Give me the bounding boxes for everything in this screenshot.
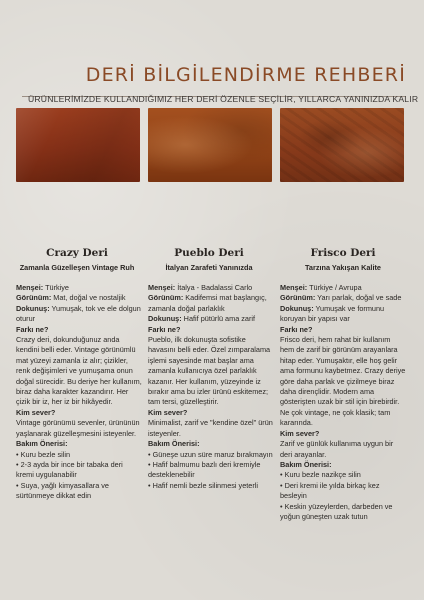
origin-label: Menşei:: [280, 283, 308, 292]
care-item: • Kuru bezle nazikçe silin: [280, 470, 361, 480]
care-item: • Kuru bezle silin: [16, 449, 71, 459]
who-label: Kim sever?: [148, 407, 188, 417]
pueblo-leather-swatch: [148, 108, 272, 182]
care-item: • Suya, yağlı kimyasallara ve sürtünmeye dikkat edin: [16, 480, 109, 501]
care-item: • Hafif nemli bezle silinmesi yeterli: [148, 480, 259, 490]
origin-label: Menşei:: [148, 283, 176, 292]
crazy-details: [16, 283, 142, 502]
difference-text: Pueblo, ilk dokunuşta sofistike havasını belli eder. Özel zımparalama işlemi sayesinde mat başlar ama zamanla kullanıcıya özel parlaklık kazanır. Her kullanım, yüzeyinde iz bırakır ama bu izler ürünü eskitemez; tam tersi, güzelleştirir.: [148, 335, 271, 407]
texture-label: Dokunuş:: [280, 303, 314, 313]
appearance-label: Görünüm:: [148, 293, 184, 303]
texture-label: Dokunuş:: [148, 314, 182, 324]
difference-label: Farkı ne?: [148, 324, 181, 334]
difference-label: Farkı ne?: [280, 324, 313, 334]
column-tagline: Zamanla Güzelleşen Vintage Ruh: [19, 263, 135, 272]
appearance-label: Görünüm:: [16, 293, 52, 303]
care-label: Bakım Önerisi:: [16, 439, 68, 449]
care-item: • Keskin yüzeylerden, darbeden ve yoğun güneşten uzak tutun: [280, 501, 393, 521]
frisco-leather-swatch: [280, 108, 404, 182]
care-item: • Güneşe uzun süre maruz bırakmayın: [148, 449, 273, 459]
appearance-label: Görünüm:: [280, 293, 316, 303]
difference-text: Crazy deri, dokunduğunuz anda kendini belli eder. Vintage görünümlü mat yüzeyi zamanla iz alır; çizikler, renk değişimleri ve yumuşama onun doğal sürecidir. Bu deriye her kullanım, biraz daha karakter kazandırır. Her çizik bir iz, her iz bir hikâyedir.: [16, 335, 142, 407]
texture-value: Yumuşak, tok ve ele dolgun oturur: [16, 303, 141, 324]
appearance-value: Yarı parlak, doğal ve sade: [315, 293, 402, 303]
frisco-details: [280, 283, 406, 522]
pueblo-details: [148, 283, 274, 491]
who-text: Zarif ve günlük kullanıma uygun bir deri arayanlar.: [280, 439, 394, 459]
crazy-leather-swatch: [16, 108, 140, 182]
care-item: • Hafif balmumu bazlı deri kremiyle desteklenebilir: [148, 459, 261, 480]
who-label: Kim sever?: [16, 407, 56, 417]
difference-label: Farkı ne?: [16, 324, 49, 334]
who-text: Vintage görünümü sevenler, ürününün yaşlanarak güzelleşmesini isteyenler.: [16, 418, 140, 438]
texture-label: Dokunuş:: [16, 303, 50, 313]
appearance-value: Kadifemsi mat başlangıç, zamanla doğal parlaklık: [148, 293, 267, 313]
appearance-value: Mat, doğal ve nostaljik: [51, 293, 126, 303]
who-label: Kim sever?: [280, 428, 320, 438]
care-label: Bakım Önerisi:: [148, 439, 200, 449]
origin-value: Türkiye / Avrupa: [307, 283, 362, 292]
column-tagline: Tarzına Yakışan Kalite: [305, 263, 381, 272]
column-title: Frisco Deri: [310, 247, 376, 259]
origin-label: Menşei:: [16, 283, 44, 292]
page-title: DERİ BİLGİLENDİRME REHBERİ: [85, 64, 406, 86]
column-title: Crazy Deri: [46, 247, 108, 259]
page-subtitle: ÜRÜNLERİMİZDE KULLANDIĞIMIZ HER DERİ ÖZENLE SEÇİLİR, YILLARCA YANINIZDA KALIR: [28, 94, 419, 104]
difference-text: Frisco deri, hem rahat bir kullanım hem de zarif bir görünüm arayanlara hitap eder. Yumuşaktır, elle hoş gelir ama formunu kaybetmez. Crazy deriye göre daha parlak ve çizilmeye biraz daha dirençlidir. Modern ama gösterişten uzak bir stil için birebirdir. Ne çok vintage, ne çok klasik; tam kararında.: [280, 335, 406, 428]
texture-value: Hafif pütürlü ama zarif: [181, 314, 256, 324]
care-item: • 2-3 ayda bir ince bir tabaka deri kremi uygulanabilir: [16, 459, 123, 480]
column-tagline: İtalyan Zarafeti Yanınızda: [165, 263, 253, 272]
texture-value: Yumuşak ve formunu koruyan bir yapısı var: [280, 303, 385, 324]
care-label: Bakım Önerisi:: [280, 459, 332, 469]
column-title: Pueblo Deri: [174, 247, 244, 259]
origin-value: İtalya - Badalassi Carlo: [175, 283, 253, 292]
origin-value: Türkiye: [43, 283, 69, 292]
who-text: Minimalist, zarif ve "kendine özel" ürün isteyenler.: [148, 418, 273, 438]
care-item: • Deri kremi ile yılda birkaç kez besleyin: [280, 480, 380, 501]
